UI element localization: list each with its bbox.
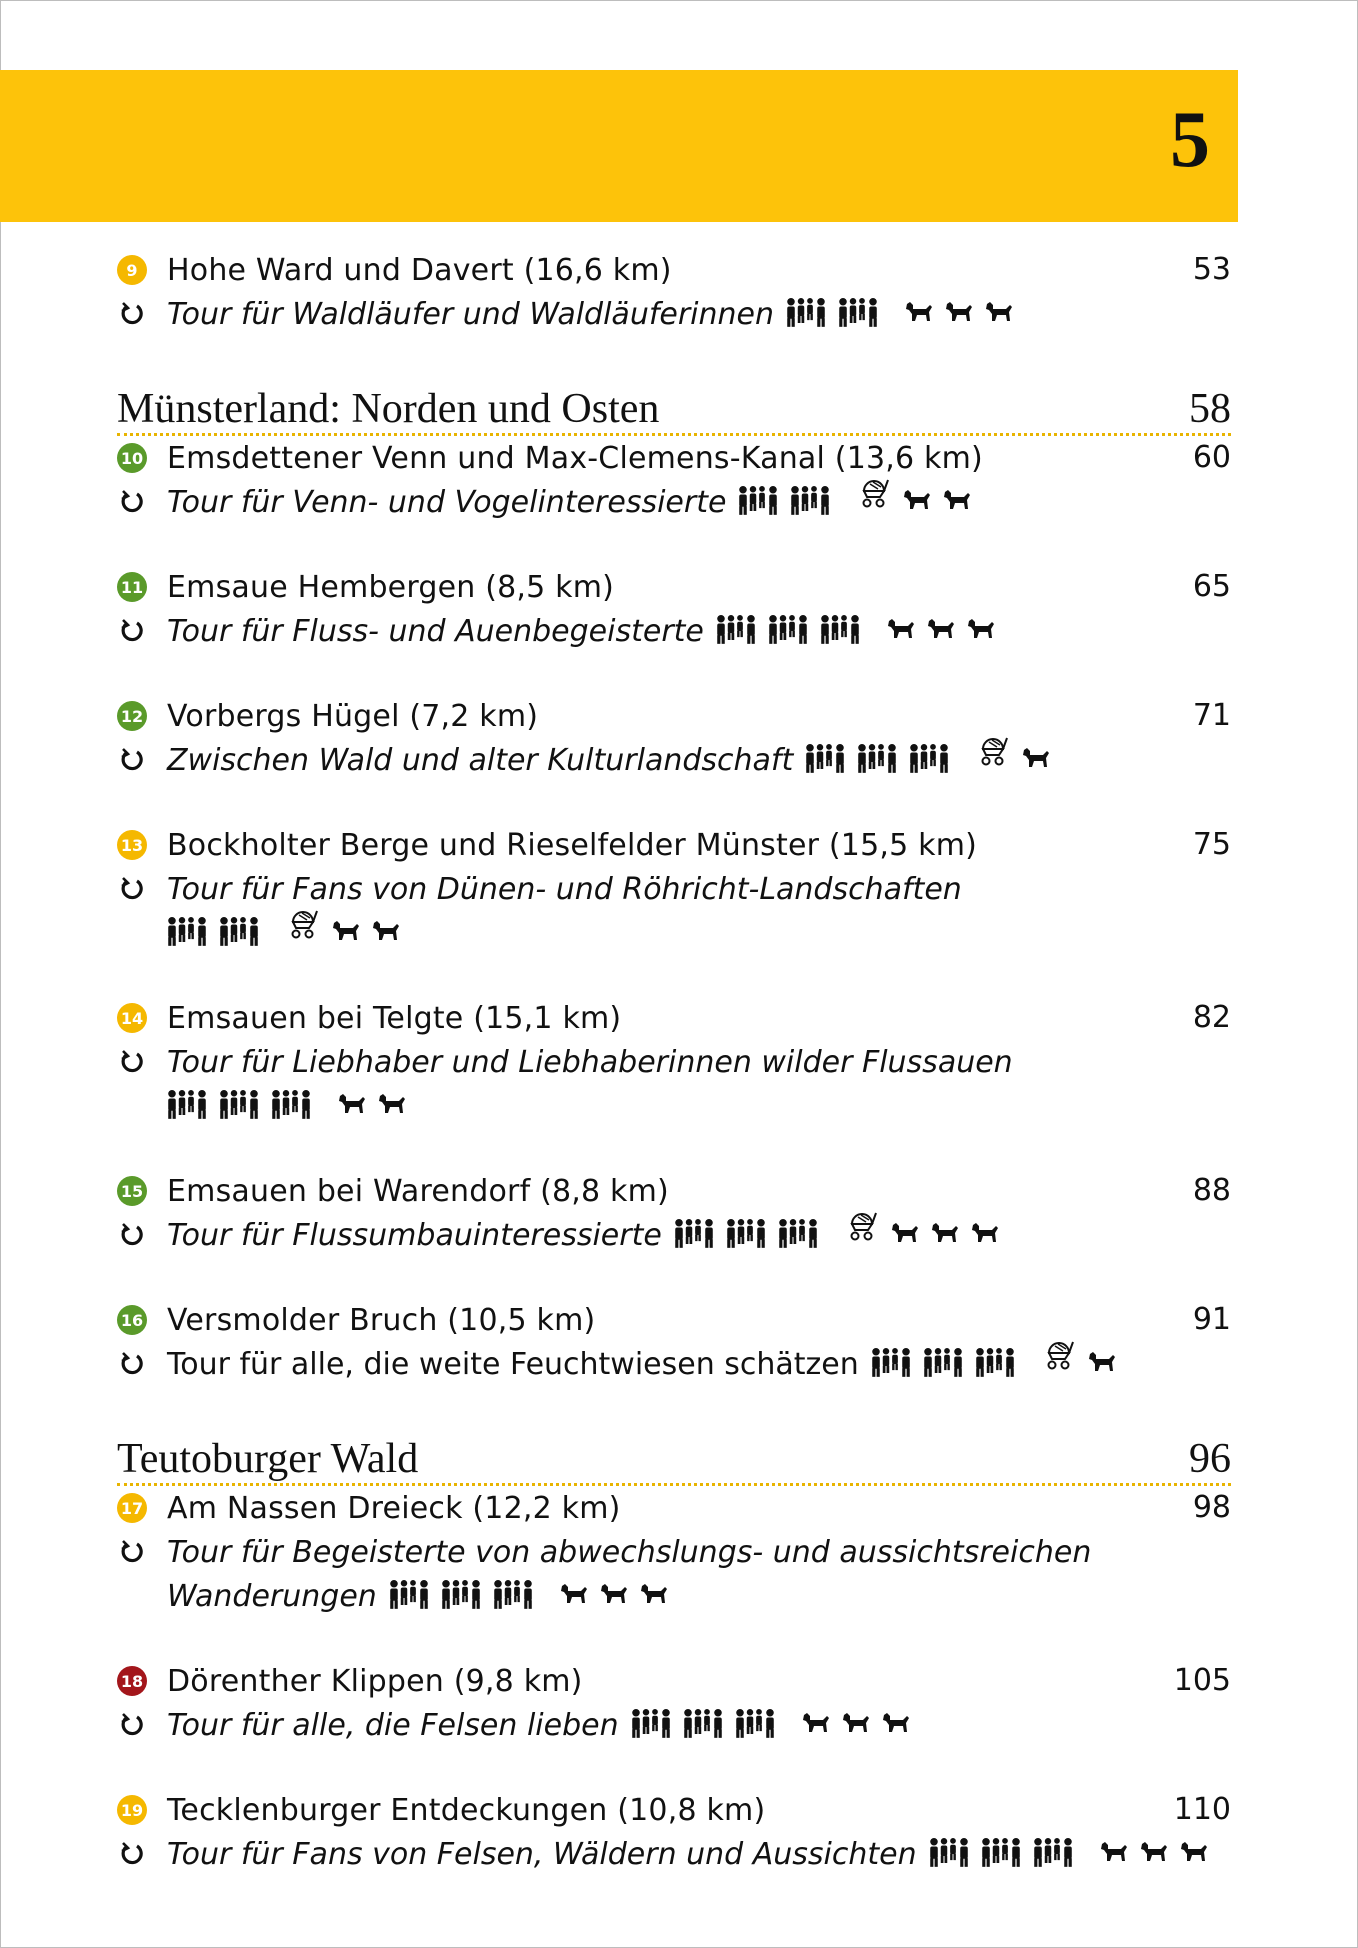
family-icon (820, 614, 862, 648)
tour-number-badge: 10 (117, 443, 147, 473)
tour-subtitle-row (117, 1040, 1231, 1084)
tour-number-badge: 19 (117, 1795, 147, 1825)
family-icon (923, 1347, 965, 1381)
dog-icon (984, 301, 1014, 327)
tour-title: Dörenther Klippen (9,8 km) (167, 1663, 583, 1699)
family-icon (975, 1347, 1017, 1381)
loop-arrow-icon (117, 1539, 147, 1565)
dog-icon (599, 1583, 629, 1609)
toc-entry[interactable] (117, 694, 1231, 738)
tour-page-number: 60 (1192, 440, 1231, 475)
family-icon (871, 1347, 913, 1381)
tour-number-badge: 18 (117, 1666, 147, 1696)
dog-icon (930, 1222, 960, 1248)
family-icon (929, 1837, 971, 1871)
tour-subtitle-row (117, 1213, 1231, 1257)
tour-page-number: 65 (1192, 569, 1231, 604)
family-icon (981, 1837, 1023, 1871)
family-icon (167, 1089, 209, 1123)
loop-arrow-icon (117, 1049, 147, 1075)
toc-entry[interactable] (117, 1298, 1231, 1342)
tour-title: Emsauen bei Telgte (15,1 km) (167, 1000, 622, 1036)
tour-icons (389, 1579, 679, 1613)
pram-icon (844, 1208, 878, 1246)
tour-page-number: 75 (1192, 827, 1231, 862)
tour-icons (871, 1345, 1127, 1383)
family-icon (493, 1579, 535, 1613)
tour-icons (929, 1837, 1219, 1871)
dog-icon (904, 301, 934, 327)
dog-icon (1139, 1841, 1169, 1867)
tour-number-badge: 14 (117, 1003, 147, 1033)
dog-icon (970, 1222, 1000, 1248)
tour-icon-row (117, 911, 1231, 955)
entry-spacer (117, 653, 1231, 694)
loop-arrow-icon (117, 1222, 147, 1248)
tour-title: Versmolder Bruch (10,5 km) (167, 1302, 596, 1338)
pram-icon (285, 906, 319, 944)
entry-spacer (117, 1128, 1231, 1169)
family-icon (790, 485, 832, 519)
entry-spacer (117, 336, 1231, 377)
tour-title: Emsaue Hembergen (8,5 km) (167, 569, 615, 605)
entry-spacer (117, 1618, 1231, 1659)
toc-entry[interactable] (117, 565, 1231, 609)
entry-spacer (117, 782, 1231, 823)
dog-icon (902, 489, 932, 515)
tour-subtitle: Tour für alle, die weite Feuchtwiesen schätzen (167, 1346, 859, 1382)
dog-icon (886, 618, 916, 644)
pram-icon (975, 733, 1009, 771)
family-icon (389, 1579, 431, 1613)
tour-page-number: 98 (1192, 1490, 1231, 1525)
family-icon (674, 1218, 716, 1252)
dog-icon (942, 489, 972, 515)
tour-subtitle-row (117, 867, 1231, 911)
entry-spacer (117, 1747, 1231, 1788)
tour-subtitle: Tour für Liebhaber und Liebhaberinnen wilder Flussauen (167, 1044, 1013, 1080)
toc-entry[interactable] (117, 436, 1231, 480)
family-icon (1033, 1837, 1075, 1871)
tour-subtitle: Tour für alle, die Felsen lieben (167, 1707, 619, 1743)
tour-title: Am Nassen Dreieck (12,2 km) (167, 1490, 621, 1526)
section-title: Münsterland: Norden und Osten (117, 386, 660, 432)
tour-title: Vorbergs Hügel (7,2 km) (167, 698, 539, 734)
entry-spacer (117, 955, 1231, 996)
family-icon (838, 297, 880, 331)
entry-spacer (117, 524, 1231, 565)
family-icon (805, 743, 847, 777)
tour-subtitle-continued: Wanderungen (167, 1578, 377, 1614)
toc-entry[interactable] (117, 1659, 1231, 1703)
family-icon (857, 743, 899, 777)
tour-number-badge: 11 (117, 572, 147, 602)
loop-arrow-icon (117, 301, 147, 327)
tour-subtitle: Zwischen Wald und alter Kulturlandschaft (167, 742, 794, 778)
dog-icon (1021, 747, 1051, 773)
section-title: Teutoburger Wald (117, 1436, 419, 1482)
tour-page-number: 71 (1192, 698, 1231, 733)
tour-subtitle: Tour für Fans von Felsen, Wäldern und Aussichten (167, 1836, 917, 1872)
dog-icon (944, 301, 974, 327)
loop-arrow-icon (117, 618, 147, 644)
tour-title: Bockholter Berge und Rieselfelder Münster (15,5 km) (167, 827, 978, 863)
tour-page-number: 105 (1173, 1663, 1231, 1698)
tour-subtitle: Tour für Venn- und Vogelinteressierte (167, 484, 727, 520)
family-icon (716, 614, 758, 648)
tour-subtitle-row (117, 1703, 1231, 1747)
tour-subtitle: Tour für Flussumbauinteressierte (167, 1217, 662, 1253)
loop-arrow-icon (117, 1841, 147, 1867)
dog-icon (371, 920, 401, 946)
family-icon (738, 485, 780, 519)
chapter-band (0, 70, 1238, 222)
loop-arrow-icon (117, 1351, 147, 1377)
toc-entry[interactable] (117, 248, 1231, 292)
tour-subtitle: Tour für Fluss- und Auenbegeisterte (167, 613, 704, 649)
family-icon (786, 297, 828, 331)
tour-icons (167, 1089, 417, 1123)
tour-subtitle-row (117, 1832, 1231, 1876)
family-icon (219, 916, 261, 950)
tour-page-number: 82 (1192, 1000, 1231, 1035)
section-page: 58 (1189, 386, 1231, 432)
tour-number-badge: 13 (117, 830, 147, 860)
tour-number-badge: 15 (117, 1176, 147, 1206)
family-icon (909, 743, 951, 777)
tour-subtitle-row (117, 609, 1231, 653)
loop-arrow-icon (117, 1712, 147, 1738)
dog-icon (377, 1093, 407, 1119)
tour-title: Hohe Ward und Davert (16,6 km) (167, 252, 672, 288)
tour-subtitle-row (117, 1530, 1231, 1574)
dog-icon (841, 1712, 871, 1738)
family-icon (735, 1708, 777, 1742)
tour-number-badge: 16 (117, 1305, 147, 1335)
pram-icon (856, 475, 890, 513)
tour-icons (786, 297, 1024, 331)
dog-icon (639, 1583, 669, 1609)
family-icon (167, 916, 209, 950)
tour-subtitle-row (117, 480, 1231, 524)
tour-icons (674, 1216, 1010, 1254)
dog-icon (926, 618, 956, 644)
loop-arrow-icon (117, 747, 147, 773)
tour-icons (805, 741, 1061, 779)
family-icon (768, 614, 810, 648)
table-of-contents (117, 248, 1231, 1876)
tour-subtitle-row (117, 1574, 1231, 1618)
tour-icons (167, 914, 411, 952)
entry-spacer (117, 1257, 1231, 1298)
dog-icon (1099, 1841, 1129, 1867)
tour-page-number: 110 (1173, 1792, 1231, 1827)
tour-number-badge: 9 (117, 255, 147, 285)
tour-subtitle: Tour für Fans von Dünen- und Röhricht-Landschaften (167, 871, 962, 907)
tour-icons (631, 1708, 921, 1742)
tour-title: Emsdettener Venn und Max-Clemens-Kanal (13,6 km) (167, 440, 983, 476)
dog-icon (966, 618, 996, 644)
dog-icon (1087, 1351, 1117, 1377)
tour-number-badge: 17 (117, 1493, 147, 1523)
section-heading (117, 1427, 1231, 1483)
family-icon (219, 1089, 261, 1123)
tour-title: Emsauen bei Warendorf (8,8 km) (167, 1173, 669, 1209)
toc-entry[interactable] (117, 823, 1231, 867)
section-page: 96 (1189, 1436, 1231, 1482)
toc-entry[interactable] (117, 1788, 1231, 1832)
page-number: 5 (1170, 96, 1210, 184)
toc-entry[interactable] (117, 996, 1231, 1040)
dog-icon (559, 1583, 589, 1609)
toc-entry[interactable] (117, 1486, 1231, 1530)
tour-subtitle-row (117, 738, 1231, 782)
entry-spacer (117, 1386, 1231, 1427)
dog-icon (331, 920, 361, 946)
family-icon (726, 1218, 768, 1252)
tour-page-number: 53 (1192, 252, 1231, 287)
section-heading (117, 377, 1231, 433)
tour-subtitle-row (117, 292, 1231, 336)
dog-icon (337, 1093, 367, 1119)
family-icon (271, 1089, 313, 1123)
pram-icon (1041, 1337, 1075, 1375)
tour-number-badge: 12 (117, 701, 147, 731)
tour-title: Tecklenburger Entdeckungen (10,8 km) (167, 1792, 766, 1828)
tour-subtitle: Tour für Waldläufer und Waldläuferinnen (167, 296, 775, 332)
tour-icons (716, 614, 1006, 648)
tour-icon-row (117, 1084, 1231, 1128)
family-icon (683, 1708, 725, 1742)
dog-icon (1179, 1841, 1209, 1867)
family-icon (631, 1708, 673, 1742)
loop-arrow-icon (117, 489, 147, 515)
family-icon (441, 1579, 483, 1613)
dog-icon (881, 1712, 911, 1738)
tour-page-number: 88 (1192, 1173, 1231, 1208)
family-icon (778, 1218, 820, 1252)
dog-icon (801, 1712, 831, 1738)
tour-icons (738, 483, 982, 521)
tour-page-number: 91 (1192, 1302, 1231, 1337)
toc-entry[interactable] (117, 1169, 1231, 1213)
loop-arrow-icon (117, 876, 147, 902)
dog-icon (890, 1222, 920, 1248)
tour-subtitle: Tour für Begeisterte von abwechslungs- und aussichtsreichen (167, 1534, 1092, 1570)
tour-subtitle-row (117, 1342, 1231, 1386)
